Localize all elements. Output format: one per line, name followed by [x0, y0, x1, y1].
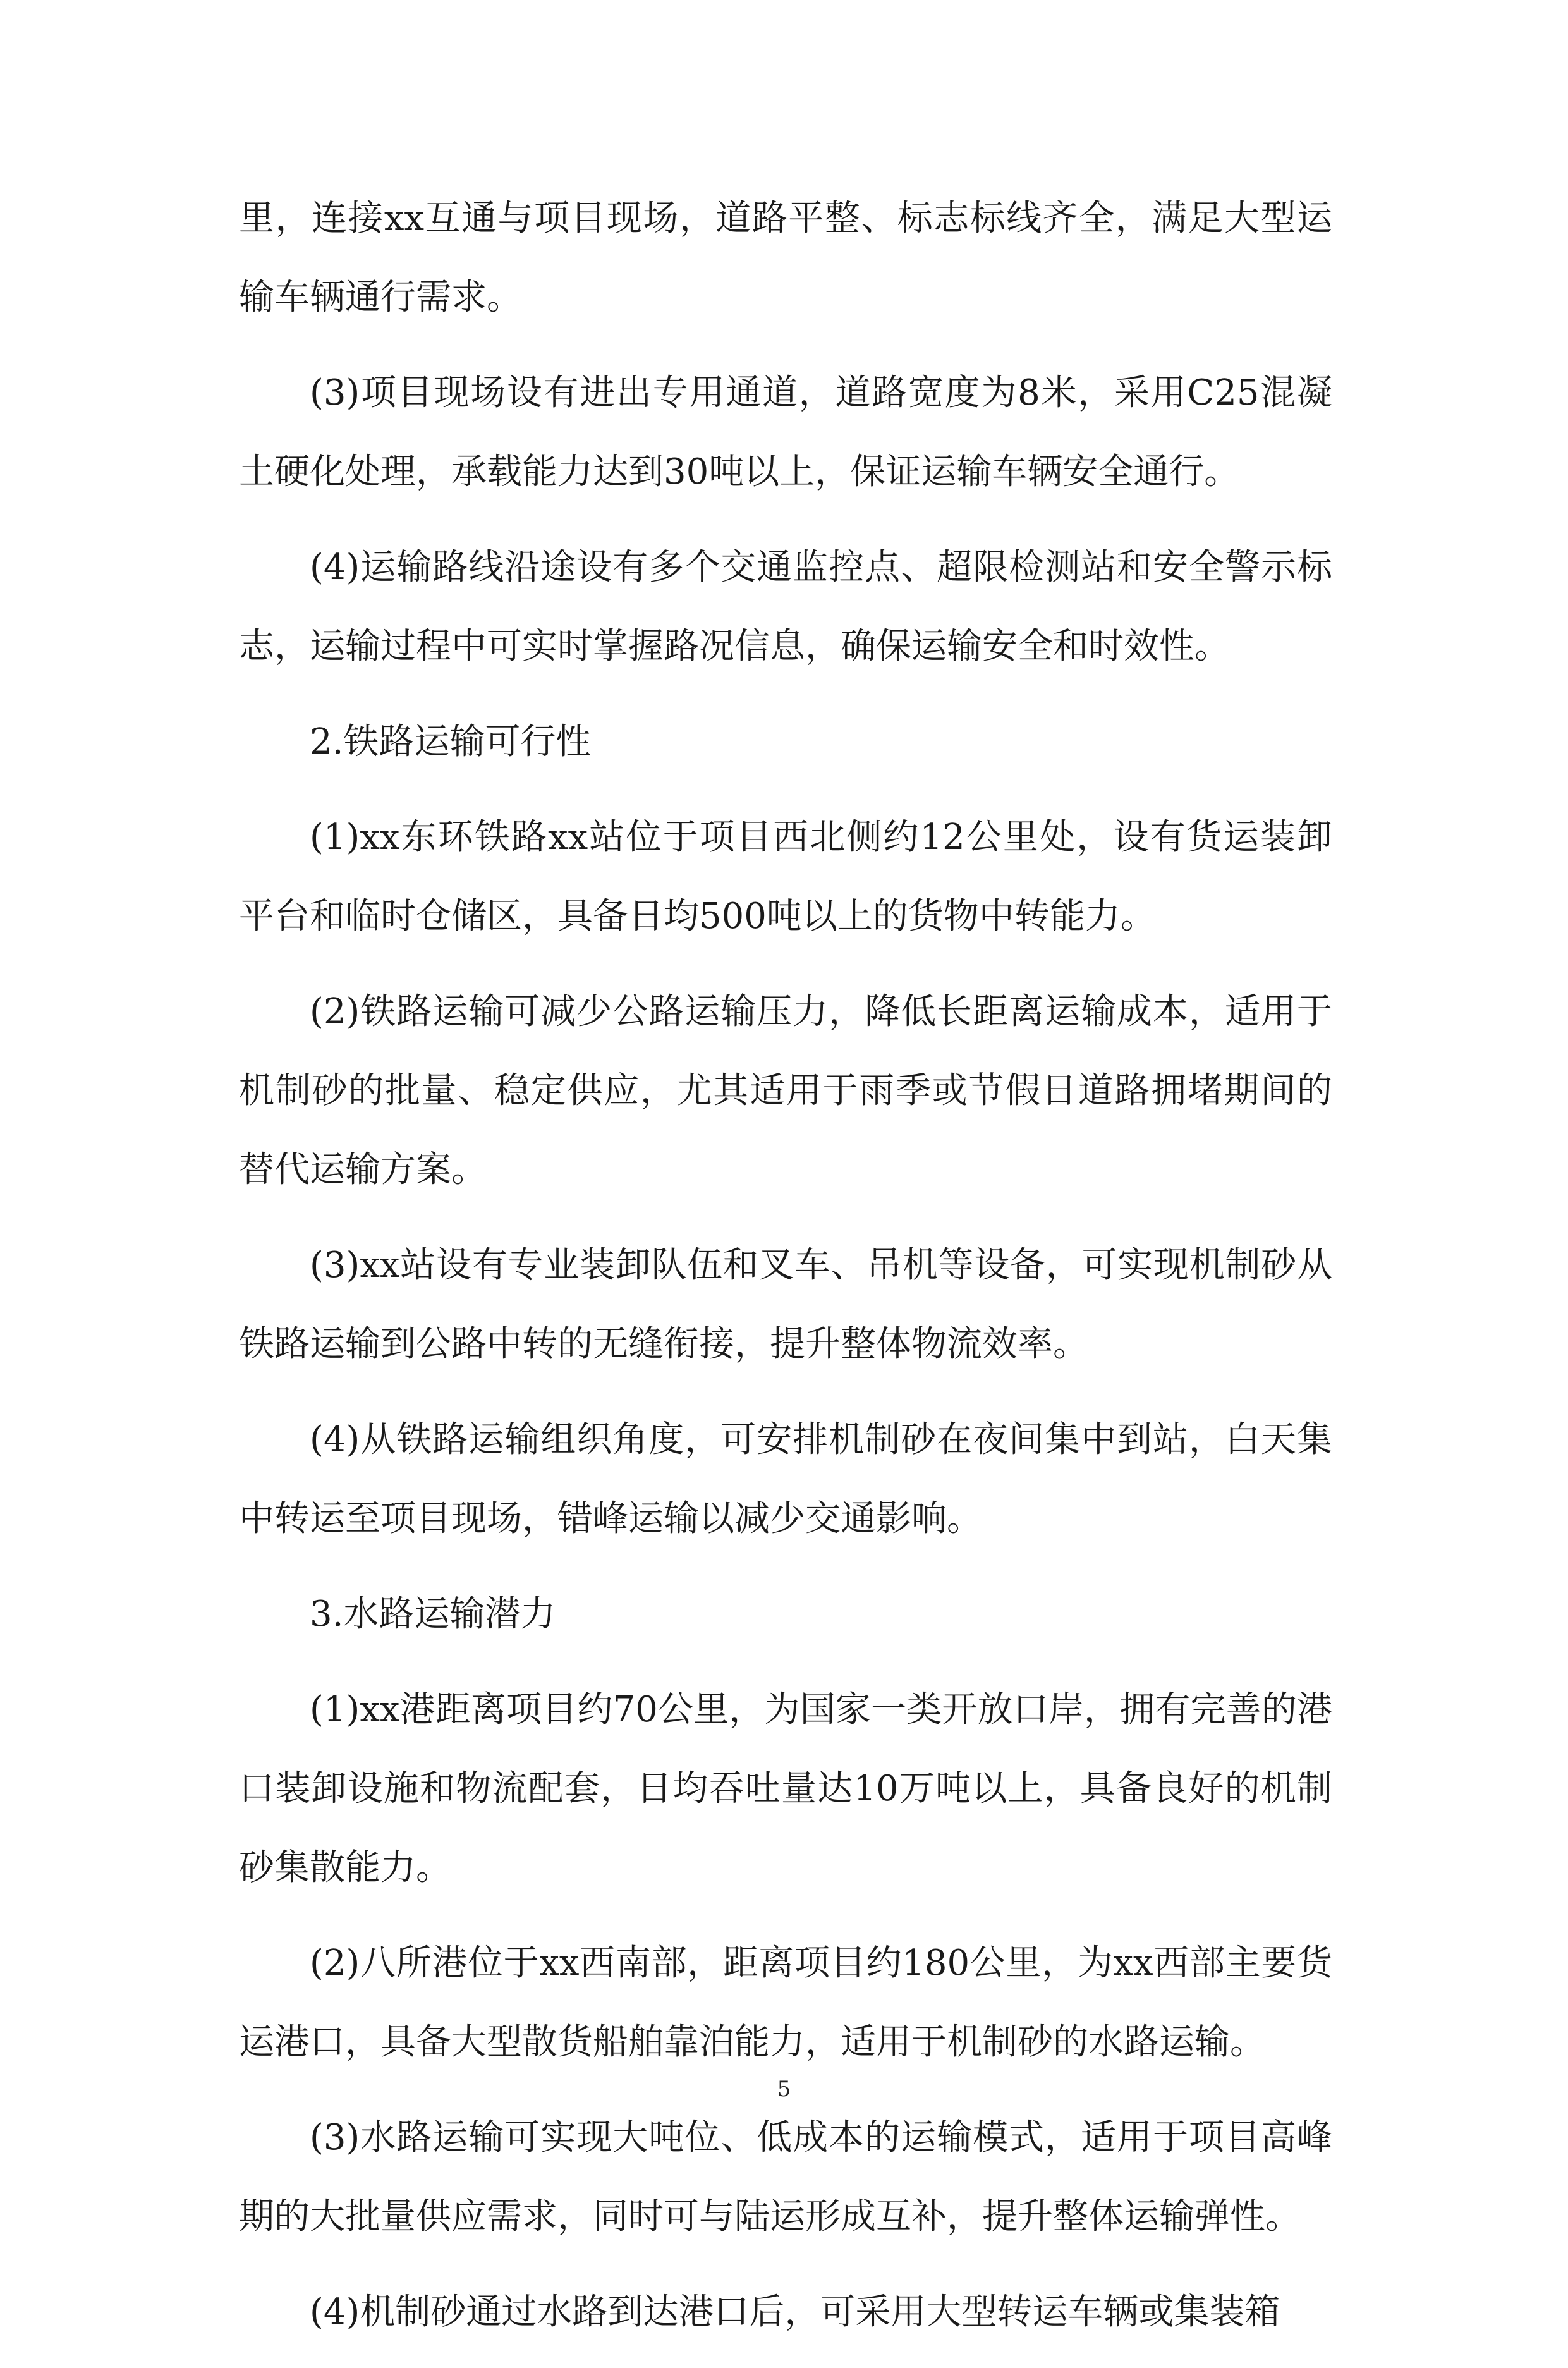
paragraph-road-item-4: (4)运输路线沿途设有多个交通监控点、超限检测站和安全警示标志，运输过程中可实时掌握路况信息，确保运输安全和时效性。	[239, 547, 1332, 667]
body-text	[239, 179, 1332, 2368]
paragraph-road-item-3: (3)项目现场设有进出专用通道，道路宽度为8米，采用C25混凝土硬化处理，承载能力达到30吨以上，保证运输车辆安全通行。	[239, 372, 1332, 492]
paragraph-railway-item-3: (3)xx站设有专业装卸队伍和叉车、吊机等设备，可实现机制砂从铁路运输到公路中转的无缝衔接，提升整体物流效率。	[239, 1245, 1332, 1365]
paragraph-railway-item-2: (2)铁路运输可减少公路运输压力，降低长距离运输成本，适用于机制砂的批量、稳定供应，尤其适用于雨季或节假日道路拥堵期间的替代运输方案。	[239, 991, 1332, 1190]
paragraph-waterway-item-4: (4)机制砂通过水路到达港口后，可采用大型转运车辆或集装箱	[310, 2292, 1280, 2333]
paragraph-waterway-item-2: (2)八所港位于xx西南部，距离项目约180公里，为xx西部主要货运港口，具备大型散货船舶靠泊能力，适用于机制砂的水路运输。	[239, 1943, 1332, 2063]
page-number: 5	[777, 2077, 791, 2102]
section-heading-railway: 2.铁路运输可行性	[310, 721, 592, 762]
paragraph-road-continued: 里，连接xx互通与项目现场，道路平整、标志标线齐全，满足大型运输车辆通行需求。	[239, 198, 1332, 318]
paragraph-waterway-item-1: (1)xx港距离项目约70公里，为国家一类开放口岸，拥有完善的港口装卸设施和物流配套，日均吞吐量达10万吨以上，具备良好的机制砂集散能力。	[239, 1689, 1332, 1888]
paragraph-railway-item-1: (1)xx东环铁路xx站位于项目西北侧约12公里处，设有货运装卸平台和临时仓储区，具备日均500吨以上的货物中转能力。	[239, 817, 1332, 937]
paragraph-railway-item-4: (4)从铁路运输组织角度，可安排机制砂在夜间集中到站，白天集中转运至项目现场，错峰运输以减少交通影响。	[239, 1419, 1332, 1539]
paragraph-waterway-item-3: (3)水路运输可实现大吨位、低成本的运输模式，适用于项目高峰期的大批量供应需求，同时可与陆运形成互补，提升整体运输弹性。	[239, 2117, 1332, 2237]
section-heading-waterway: 3.水路运输潜力	[310, 1594, 556, 1635]
